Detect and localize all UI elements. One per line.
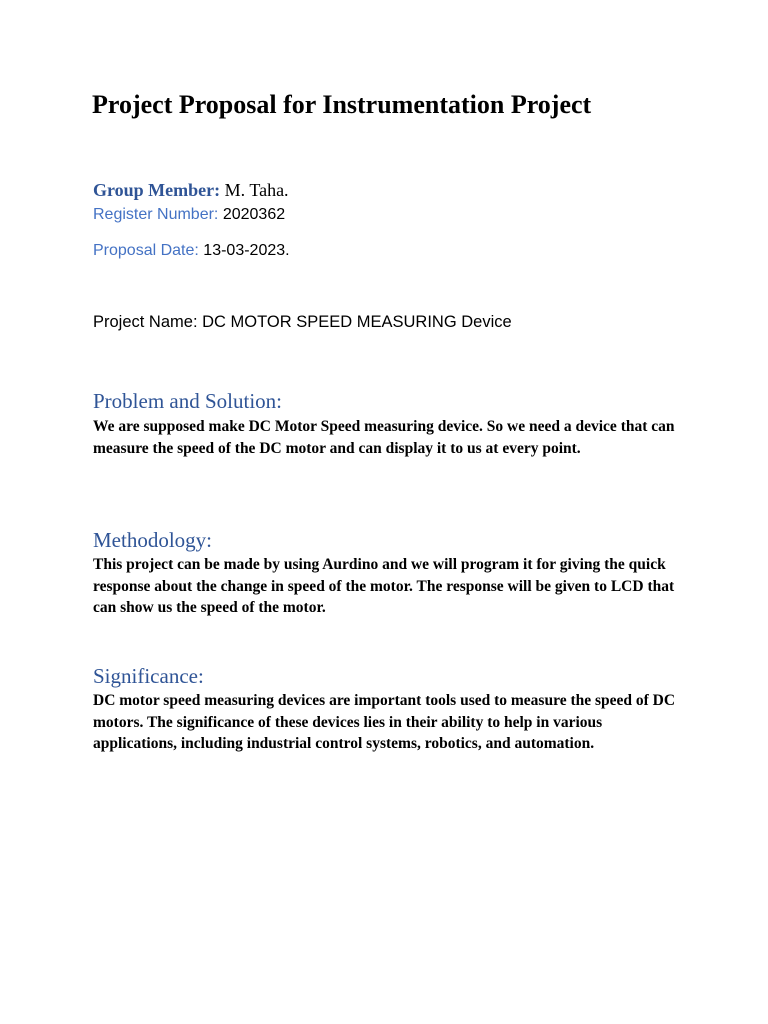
section-heading-significance: Significance: — [93, 664, 204, 688]
register-number-line — [93, 206, 285, 224]
section-body-significance: DC motor speed measuring devices are important tools used to measure the speed of DC motors. The significance of these devices lies in their ability to help in various applications, including industrial control systems, robotics, and automation. — [93, 692, 676, 752]
section-heading-methodology: Methodology: — [93, 528, 212, 552]
section-body-problem-and-solution: We are supposed make DC Motor Speed measuring device. So we need a device that can measure the speed of the DC motor and can display it to us at every point. — [93, 418, 675, 457]
group-member-line — [93, 180, 289, 201]
group-member-value: M. Taha. — [220, 180, 289, 200]
project-name: Project Name: DC MOTOR SPEED MEASURING Device — [93, 313, 512, 331]
register-number-label: Register Number: — [93, 206, 219, 223]
proposal-date-label: Proposal Date: — [93, 242, 199, 259]
proposal-date-line — [93, 242, 290, 260]
proposal-date-value: 13-03-2023. — [198, 242, 290, 259]
register-number-value: 2020362 — [218, 206, 286, 223]
section-body-methodology: This project can be made by using Aurdino and we will program it for giving the quick response about the change in speed of the motor. The response will be given to LCD that can show us the speed of the motor. — [93, 556, 675, 616]
group-member-label: Group Member: — [93, 180, 221, 200]
page-title: Project Proposal for Instrumentation Project — [92, 90, 592, 119]
section-heading-problem-and-solution: Problem and Solution: — [93, 389, 282, 413]
